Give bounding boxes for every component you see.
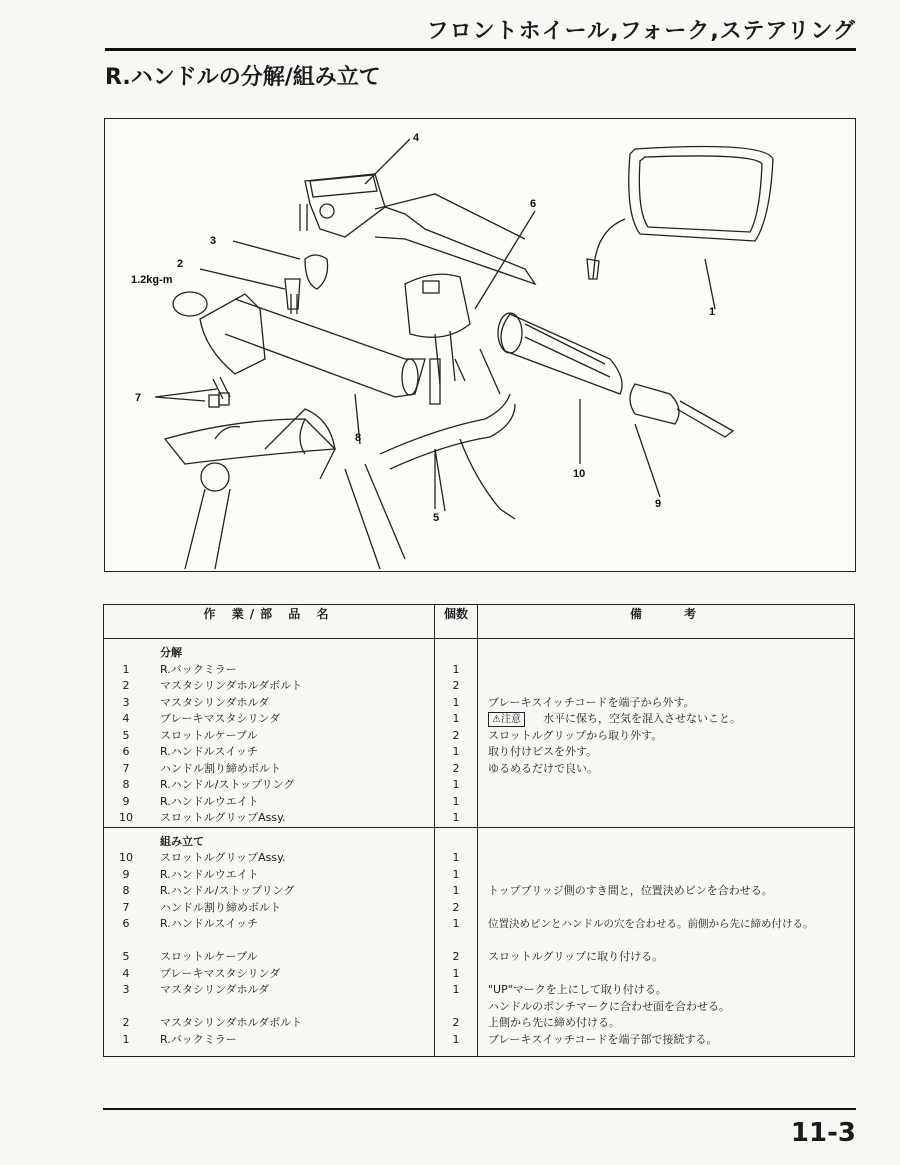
row-no: 4 xyxy=(122,712,130,725)
row-no xyxy=(104,933,148,950)
part-name: ブレーキマスタシリンダ xyxy=(160,966,281,980)
part-qty: 1 xyxy=(452,811,460,824)
part-qty: 1 xyxy=(452,745,460,758)
part-name: R.ハンドルスイッチ xyxy=(160,745,258,758)
part-qty: 2 xyxy=(452,679,460,692)
remark: ハンドルのポンチマークに合わせ面を合わせる。 xyxy=(488,999,730,1013)
exploded-diagram xyxy=(104,118,856,572)
table-header-row xyxy=(104,605,855,639)
master-cylinder-shape xyxy=(305,174,385,237)
disassembly-group xyxy=(104,639,855,828)
part-qty: 1 xyxy=(452,867,460,881)
remark-caution xyxy=(478,711,854,728)
part-name: R.バックミラー xyxy=(160,1032,237,1046)
callout-8: 8 xyxy=(355,432,362,444)
part-qty: 1 xyxy=(452,851,460,864)
part-qty: 1 xyxy=(452,712,460,725)
part-qty: 1 xyxy=(452,1032,460,1046)
remark: 水平に保ち，空気を混入させないこと。 xyxy=(542,712,741,725)
part-qty: 1 xyxy=(452,884,460,897)
part-name: マスタシリンダホルダ xyxy=(160,695,270,709)
part-name: スロットルグリップAssy. xyxy=(160,811,286,824)
row-no: 9 xyxy=(122,867,130,881)
remark: ブレーキスイッチコードを端子から外す。 xyxy=(488,695,695,709)
remark xyxy=(478,850,854,867)
row-no: 6 xyxy=(122,745,130,758)
row-no: 3 xyxy=(122,695,130,709)
remark: ゆるめるだけで良い。 xyxy=(488,761,598,775)
remark xyxy=(478,662,854,679)
part-name: R.ハンドルウエイト xyxy=(160,867,259,881)
row-no: 10 xyxy=(119,851,133,864)
callout-3: 3 xyxy=(210,235,217,247)
part-name: R.ハンドル/ストップリング xyxy=(160,778,295,791)
callout-1: 1 xyxy=(709,306,716,318)
section-title: R.ハンドルの分解/組み立て xyxy=(105,65,381,90)
row-no: 1 xyxy=(122,1032,130,1046)
part-name: スロットルグリップAssy. xyxy=(160,851,286,864)
row-no: 4 xyxy=(122,966,130,980)
remark xyxy=(478,794,854,811)
remark: ブレーキスイッチコードを端子部で接続する。 xyxy=(488,1032,718,1046)
row-no xyxy=(104,999,148,1016)
part-qty: 2 xyxy=(452,728,460,742)
callout-9: 9 xyxy=(655,498,662,510)
row-no: 5 xyxy=(122,950,130,963)
row-no: 2 xyxy=(122,679,130,692)
part-name xyxy=(148,999,434,1016)
row-no: 9 xyxy=(122,794,130,808)
callout-10: 10 xyxy=(573,468,586,480)
part-qty: 2 xyxy=(452,950,460,963)
remark: スロットルグリップに取り付ける。 xyxy=(488,950,664,963)
part-qty: 2 xyxy=(452,1016,460,1029)
row-no: 7 xyxy=(122,761,130,775)
part-name: スロットルケーブル xyxy=(160,950,258,963)
part-name: マスタシリンダホルダ xyxy=(160,983,270,996)
page-number: 11-3 xyxy=(790,1118,856,1148)
remark: 位置決めピンとハンドルの穴を合わせる。前側から先に締め付ける。 xyxy=(488,918,814,930)
part-name xyxy=(148,933,434,950)
callout-6: 6 xyxy=(530,198,537,210)
row-no: 3 xyxy=(122,983,130,996)
part-name: スロットルケーブル xyxy=(160,728,258,742)
callout-4: 4 xyxy=(413,132,420,144)
remark: トップブリッジ側のすき間と，位置決めピンを合わせる。 xyxy=(488,884,773,897)
part-qty: 2 xyxy=(452,761,460,775)
part-name: ハンドル割り締めボルト xyxy=(160,761,281,775)
remark xyxy=(478,810,854,827)
part-name: R.バックミラー xyxy=(160,662,237,676)
part-qty xyxy=(435,933,477,950)
remark xyxy=(478,933,854,950)
part-qty: 1 xyxy=(452,794,460,808)
group-heading-assembly: 組み立て xyxy=(160,834,204,848)
part-qty: 1 xyxy=(452,778,460,791)
header-remarks: 備 考 xyxy=(478,605,855,639)
parts-table xyxy=(103,604,855,1057)
row-no: 1 xyxy=(122,662,130,676)
part-name: R.ハンドルウエイト xyxy=(160,794,259,808)
part-name: R.ハンドルスイッチ xyxy=(160,917,258,930)
group-heading-disassembly: 分解 xyxy=(160,646,182,659)
part-qty: 1 xyxy=(452,917,460,930)
row-no: 7 xyxy=(122,900,130,914)
assembly-group xyxy=(104,827,855,1057)
part-name: マスタシリンダホルダボルト xyxy=(160,1016,303,1029)
header-qty: 個数 xyxy=(435,605,478,639)
remark xyxy=(478,678,854,695)
remark xyxy=(478,867,854,884)
row-no: 10 xyxy=(119,811,133,824)
remark: 取り付けビスを外す。 xyxy=(488,745,598,758)
part-name: ハンドル割り締めボルト xyxy=(160,900,281,914)
remark: 上側から先に締め付ける。 xyxy=(488,1016,620,1029)
part-name: R.ハンドル/ストップリング xyxy=(160,884,295,897)
row-no: 6 xyxy=(122,917,130,930)
part-qty: 1 xyxy=(452,966,460,980)
switch-housing-shape xyxy=(405,274,470,337)
chapter-title: フロントホイール,フォーク,ステアリング xyxy=(426,19,856,44)
caution-icon: ⚠注意 xyxy=(488,712,525,727)
part-qty: 1 xyxy=(452,662,460,676)
row-no: 2 xyxy=(122,1016,130,1029)
callout-5: 5 xyxy=(433,512,440,524)
row-no: 5 xyxy=(122,728,130,742)
remark: スロットルグリップから取り外す。 xyxy=(488,728,663,742)
header-rule xyxy=(105,48,856,51)
row-no: 8 xyxy=(122,884,130,897)
callout-2: 2 xyxy=(177,258,184,270)
part-name: マスタシリンダホルダボルト xyxy=(160,679,303,692)
remark: "UP"マークを上にして取り付ける。 xyxy=(488,983,667,996)
diagram-svg xyxy=(105,119,855,571)
callout-7: 7 xyxy=(135,392,142,404)
remark xyxy=(478,777,854,794)
part-qty xyxy=(435,999,477,1016)
header-work: 作 業/部 品 名 xyxy=(104,605,435,639)
part-name: ブレーキマスタシリンダ xyxy=(160,712,281,725)
part-qty: 1 xyxy=(452,983,460,996)
row-no: 8 xyxy=(122,778,130,791)
footer-rule xyxy=(103,1108,856,1110)
part-qty: 2 xyxy=(452,900,460,914)
part-qty: 1 xyxy=(452,695,460,709)
torque-label: 1.2kg-m xyxy=(131,274,173,286)
remark xyxy=(478,900,854,917)
remark xyxy=(478,966,854,983)
